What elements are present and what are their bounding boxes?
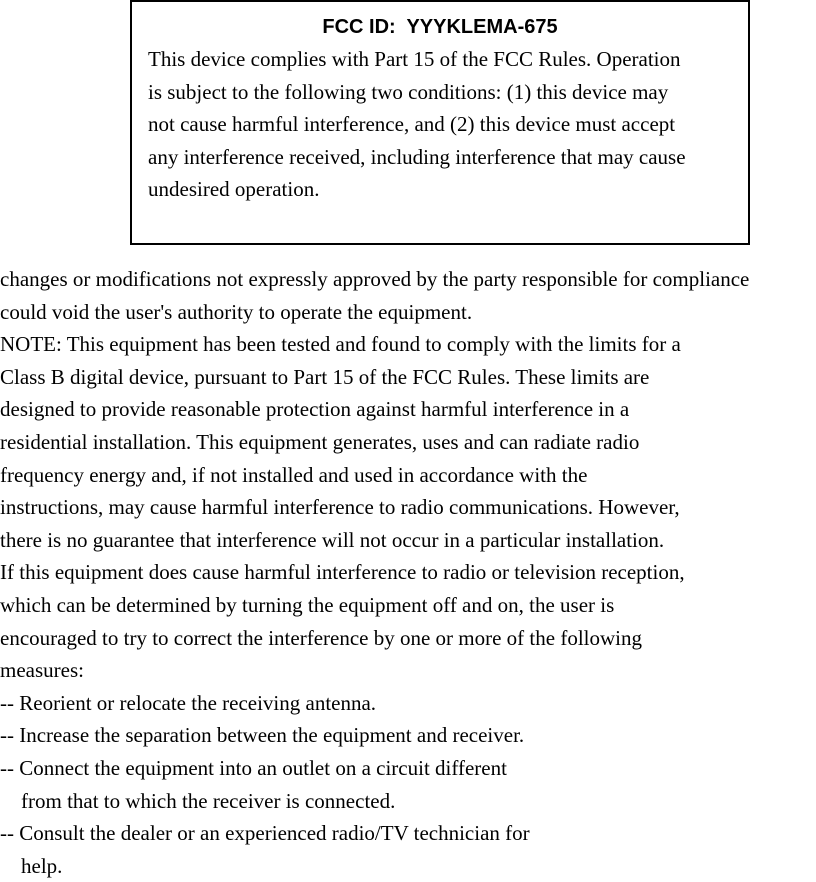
fcc-statement-line: undesired operation.	[148, 177, 320, 201]
notice-line: designed to provide reasonable protection against harmful interference in a	[0, 397, 630, 422]
notice-line: Class B digital device, pursuant to Part 15 of the FCC Rules. These limits are	[0, 364, 650, 389]
notice-line: NOTE: This equipment has been tested and found to comply with the limits for a	[0, 332, 681, 357]
measure-item: -- Reorient or relocate the receiving antenna.	[0, 690, 377, 715]
fcc-statement-line: This device complies with Part 15 of the FCC Rules. Operation	[148, 47, 681, 71]
notice-line: encouraged to try to correct the interference by one or more of the following	[0, 625, 642, 650]
measure-item: -- Consult the dealer or an experienced radio/TV technician for	[0, 821, 530, 846]
notice-line: there is no guarantee that interference will not occur in a particular installation.	[0, 527, 665, 552]
fcc-statement-line: is subject to the following two conditions: (1) this device may	[148, 80, 669, 104]
notice-line: residential installation. This equipment generates, uses and can radiate radio	[0, 429, 640, 454]
fcc-statement-box	[130, 0, 750, 245]
measure-item: -- Connect the equipment into an outlet on a circuit different	[0, 755, 507, 780]
notice-line: instructions, may cause harmful interference to radio communications. However,	[0, 495, 680, 520]
notice-line: If this equipment does cause harmful interference to radio or television reception,	[0, 560, 685, 585]
notice-line: which can be determined by turning the equipment off and on, the user is	[0, 592, 615, 617]
notice-line: could void the user's authority to operate the equipment.	[0, 299, 473, 324]
fcc-id-heading: FCC ID: YYYKLEMA-675	[322, 16, 558, 38]
measure-item-continuation: from that to which the receiver is connected.	[0, 788, 396, 813]
fcc-statement-line: not cause harmful interference, and (2) this device must accept	[148, 112, 676, 136]
measure-item-continuation: help.	[0, 853, 63, 878]
fcc-statement-line: any interference received, including interference that may cause	[148, 145, 686, 169]
measure-item: -- Increase the separation between the equipment and receiver.	[0, 723, 525, 748]
compliance-notice-body	[0, 263, 816, 882]
notice-line: changes or modifications not expressly approved by the party responsible for compliance	[0, 267, 750, 291]
notice-line: measures:	[0, 658, 84, 683]
notice-line: frequency energy and, if not installed and used in accordance with the	[0, 462, 588, 487]
